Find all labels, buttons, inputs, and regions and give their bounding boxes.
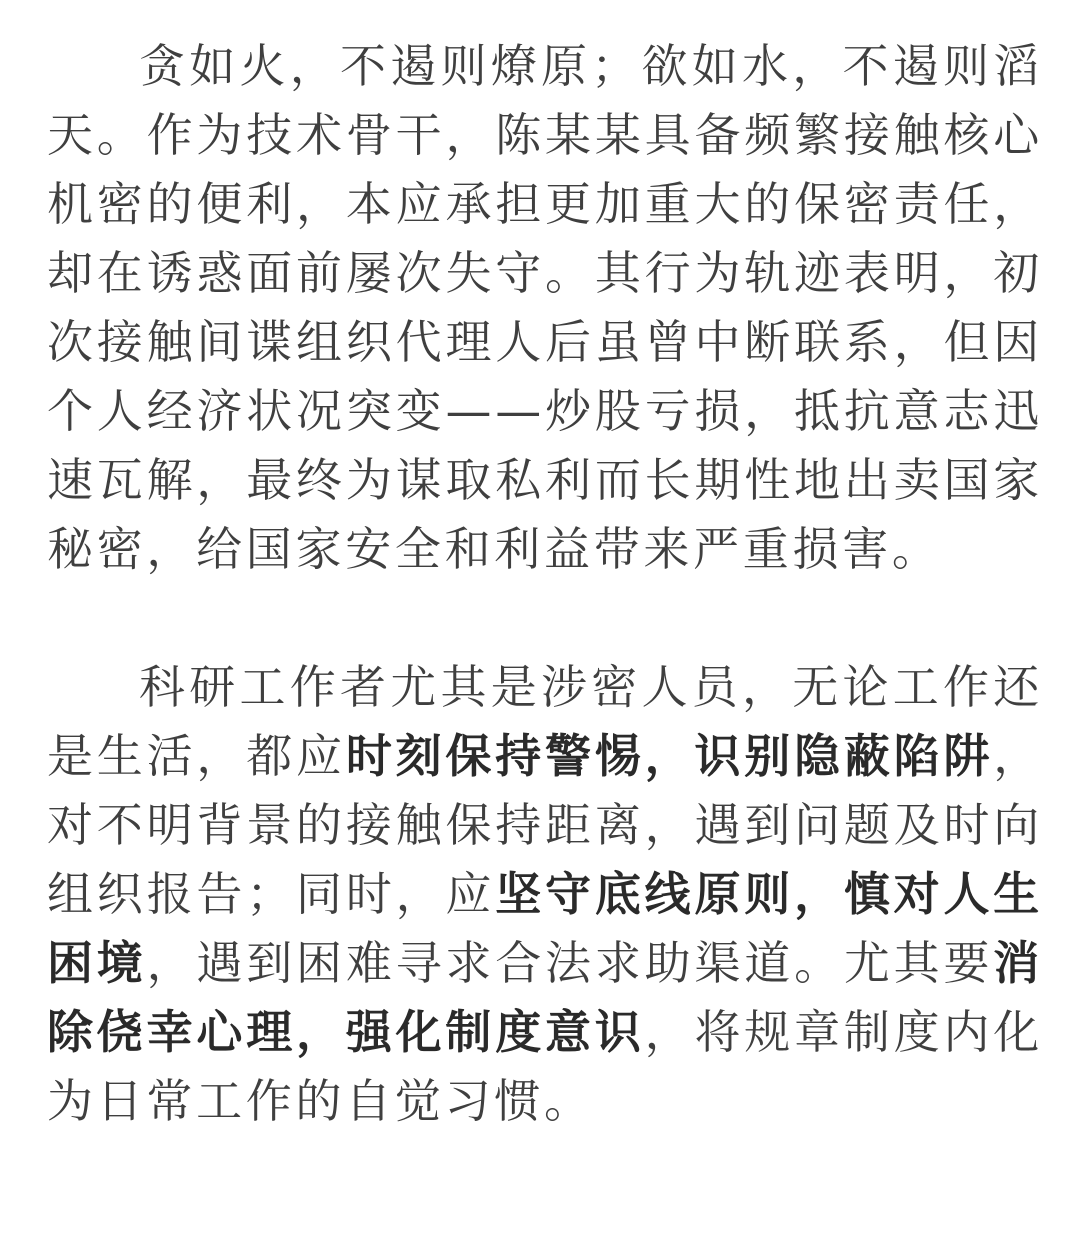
paragraph-2-emphasis-3: 消除侥幸心理，强化制度意识	[47, 936, 1043, 1059]
paragraph-2-text-4: ，将规章制度内化为日常工作的自觉习惯。	[47, 1005, 1043, 1128]
paragraph-2-emphasis-2: 坚守底线原则，慎对人生困境	[47, 867, 1043, 990]
paragraph-2	[47, 653, 1043, 1136]
paragraph-2-text-1: 科研工作者尤其是涉密人员，无论工作还是生活，都应	[47, 660, 1043, 783]
paragraph-2-emphasis-1: 时刻保持警惕，识别隐蔽陷阱	[345, 729, 994, 783]
paragraph-2-text-3: ，遇到困难寻求合法求助渠道。尤其要	[146, 936, 994, 990]
paragraph-1: 贪如火，不遏则燎原；欲如水，不遏则滔天。作为技术骨干，陈某某具备频繁接触核心机密的便利，本应承担更加重大的保密责任，却在诱惑面前屡次失守。其行为轨迹表明，初次接触间谍组织代理人后虽曾中断联系，但因个人经济状况突变——炒股亏损，抵抗意志迅速瓦解，最终为谋取私利而长期性地出卖国家秘密，给国家安全和利益带来严重损害。	[47, 39, 1043, 576]
paragraph-2-text-2: ，对不明背景的接触保持距离，遇到问题及时向组织报告；同时，应	[47, 729, 1043, 921]
article-body	[47, 32, 1043, 1136]
